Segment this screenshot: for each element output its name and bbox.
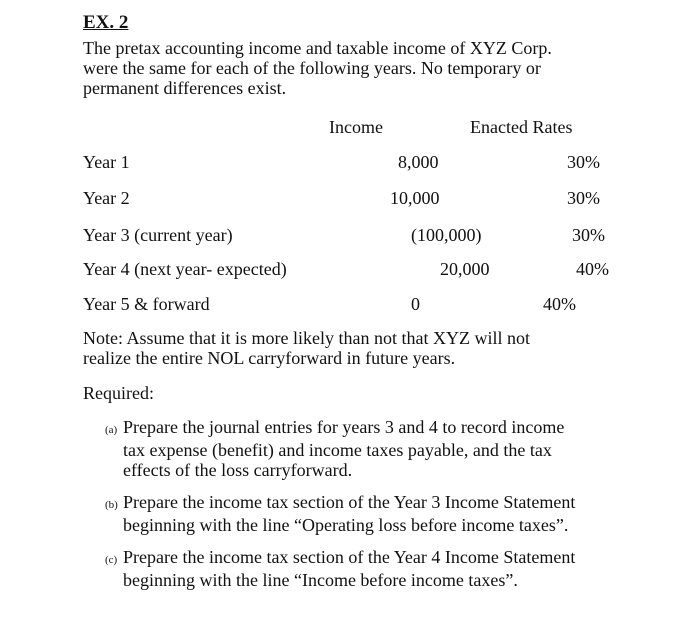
row-income-year-1: 8,000 <box>398 152 439 172</box>
row-label-year-5: Year 5 & forward <box>83 294 210 314</box>
item-a-line-1: Prepare the journal entries for years 3 and 4 to record income <box>123 417 565 437</box>
row-income-year-3: (100,000) <box>411 225 482 245</box>
item-a-line-3: effects of the loss carryforward. <box>123 460 353 480</box>
income-header: Income <box>329 117 383 137</box>
exercise-title: EX. 2 <box>83 12 129 33</box>
required-item-a <box>105 417 564 480</box>
row-label-year-3: Year 3 (current year) <box>83 225 233 245</box>
required-item-c <box>105 547 575 590</box>
item-b-marker: (b) <box>105 499 118 511</box>
row-rate-year-4: 40% <box>576 259 609 279</box>
row-rate-year-1: 30% <box>567 152 600 172</box>
note-line-1: Note: Assume that it is more likely than not that XYZ will not <box>83 328 530 348</box>
row-label-year-1: Year 1 <box>83 152 130 172</box>
row-rate-year-5: 40% <box>543 294 576 314</box>
item-c-marker: (c) <box>105 554 118 566</box>
row-income-year-4: 20,000 <box>440 259 490 279</box>
intro-line-1: The pretax accounting income and taxable income of XYZ Corp. <box>83 38 552 58</box>
item-c-line-1: Prepare the income tax section of the Year 4 Income Statement <box>123 547 576 567</box>
note-line-2: realize the entire NOL carryforward in future years. <box>83 348 456 368</box>
row-rate-year-2: 30% <box>567 188 600 208</box>
item-b-line-2: beginning with the line “Operating loss before income taxes”. <box>123 515 569 535</box>
item-c-line-2: beginning with the line “Income before income taxes”. <box>123 570 518 590</box>
intro-line-3: permanent differences exist. <box>83 78 287 98</box>
intro-line-2: were the same for each of the following years. No temporary or <box>83 58 541 78</box>
row-label-year-4: Year 4 (next year- expected) <box>83 259 287 279</box>
item-a-marker: (a) <box>105 424 118 436</box>
row-rate-year-3: 30% <box>572 225 605 245</box>
rates-header: Enacted Rates <box>470 117 573 137</box>
row-income-year-2: 10,000 <box>390 188 440 208</box>
row-label-year-2: Year 2 <box>83 188 130 208</box>
required-label: Required: <box>83 383 154 403</box>
item-b-line-1: Prepare the income tax section of the Year 3 Income Statement <box>123 492 576 512</box>
row-income-year-5: 0 <box>411 294 420 314</box>
required-item-b <box>105 492 575 535</box>
item-a-line-2: tax expense (benefit) and income taxes payable, and the tax <box>123 440 552 460</box>
